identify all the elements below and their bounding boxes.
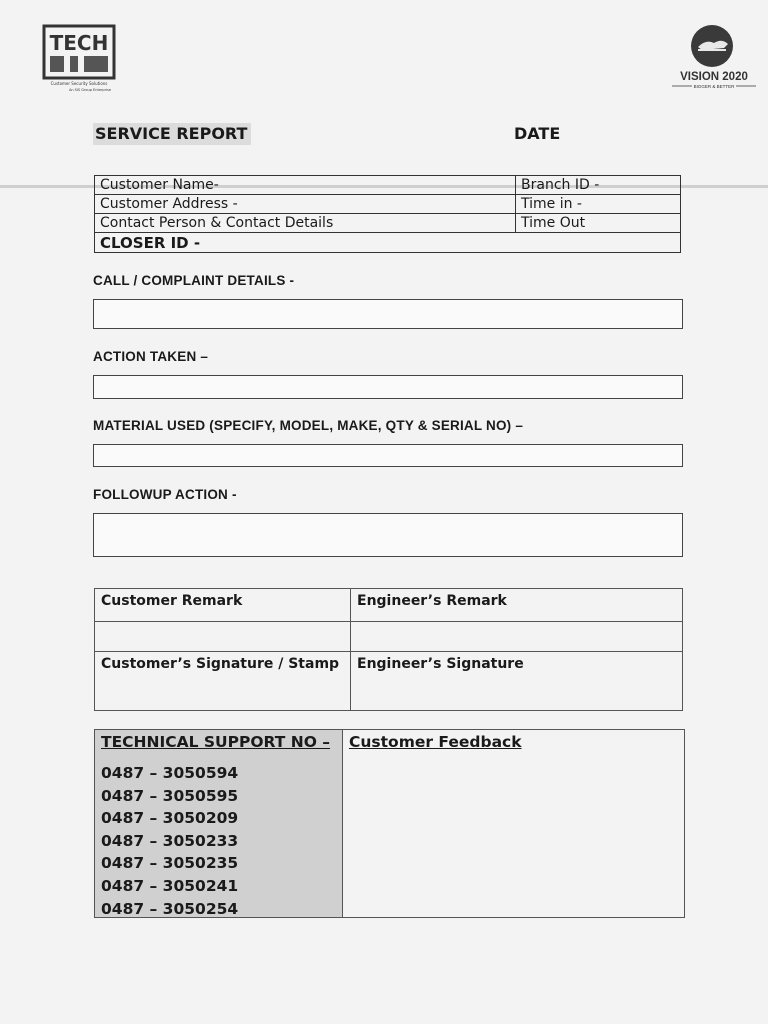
table-row: [95, 195, 681, 214]
table-row: [95, 622, 683, 652]
table-row: [95, 589, 683, 622]
logo-right-title: VISION 2020: [680, 71, 748, 83]
support-number: 0487 – 3050595: [101, 786, 239, 805]
support-number: 0487 – 3050241: [101, 876, 239, 895]
support-number: 0487 – 3050254: [101, 899, 239, 918]
table-row: [95, 176, 681, 195]
customer-signature-field[interactable]: Customer’s Signature / Stamp: [95, 652, 351, 711]
support-number: 0487 – 3050235: [101, 854, 239, 873]
date-label: DATE: [514, 124, 561, 143]
time-out-field[interactable]: Time Out: [516, 214, 681, 233]
branch-id-field[interactable]: Branch ID -: [516, 176, 681, 195]
remarks-table: [94, 588, 683, 711]
support-numbers-panel: [95, 730, 343, 917]
customer-remark-input[interactable]: [95, 622, 351, 652]
call-details-label: CALL / COMPLAINT DETAILS -: [93, 273, 295, 288]
closer-id-field[interactable]: CLOSER ID -: [95, 233, 681, 253]
logo-left-text: TECH: [49, 31, 109, 55]
support-number: 0487 – 3050209: [101, 809, 239, 828]
technical-support-box: [94, 729, 685, 918]
table-row: [95, 652, 683, 711]
followup-action-box[interactable]: [93, 513, 683, 557]
customer-remark-label: Customer Remark: [95, 589, 351, 622]
customer-feedback-label: Customer Feedback: [349, 733, 522, 751]
time-in-field[interactable]: Time in -: [516, 195, 681, 214]
support-number: 0487 – 3050594: [101, 764, 239, 782]
engineer-remark-input[interactable]: [351, 622, 683, 652]
material-used-label: MATERIAL USED (SPECIFY, MODEL, MAKE, QTY & SERIAL NO) –: [93, 418, 524, 433]
table-row: [95, 233, 681, 253]
techsis-logo: [40, 24, 120, 94]
contact-person-field[interactable]: Contact Person & Contact Details: [95, 214, 516, 233]
call-details-box[interactable]: [93, 299, 683, 329]
table-row: [95, 214, 681, 233]
support-number: 0487 – 3050233: [101, 831, 239, 850]
action-taken-box[interactable]: [93, 375, 683, 399]
logo-right-tagline: BIGGER & BETTER: [693, 84, 735, 89]
engineer-remark-label: Engineer’s Remark: [351, 589, 683, 622]
action-taken-label: ACTION TAKEN –: [93, 349, 209, 364]
logo-left-subtagline: An SIS Group Enterprise: [68, 88, 112, 92]
followup-action-label: FOLLOWUP ACTION -: [93, 487, 237, 502]
customer-address-field[interactable]: Customer Address -: [95, 195, 516, 214]
page-title: SERVICE REPORT: [93, 123, 251, 145]
logo-left-tagline: Customer Security Solutions: [50, 81, 108, 86]
vision-2020-logo: [668, 22, 760, 92]
support-title: TECHNICAL SUPPORT NO –: [101, 733, 331, 751]
customer-name-field[interactable]: Customer Name-: [95, 176, 516, 195]
customer-info-table: [94, 175, 681, 253]
engineer-signature-field[interactable]: Engineer’s Signature: [351, 652, 683, 711]
support-number-list: [101, 762, 238, 920]
material-used-box[interactable]: [93, 444, 683, 467]
